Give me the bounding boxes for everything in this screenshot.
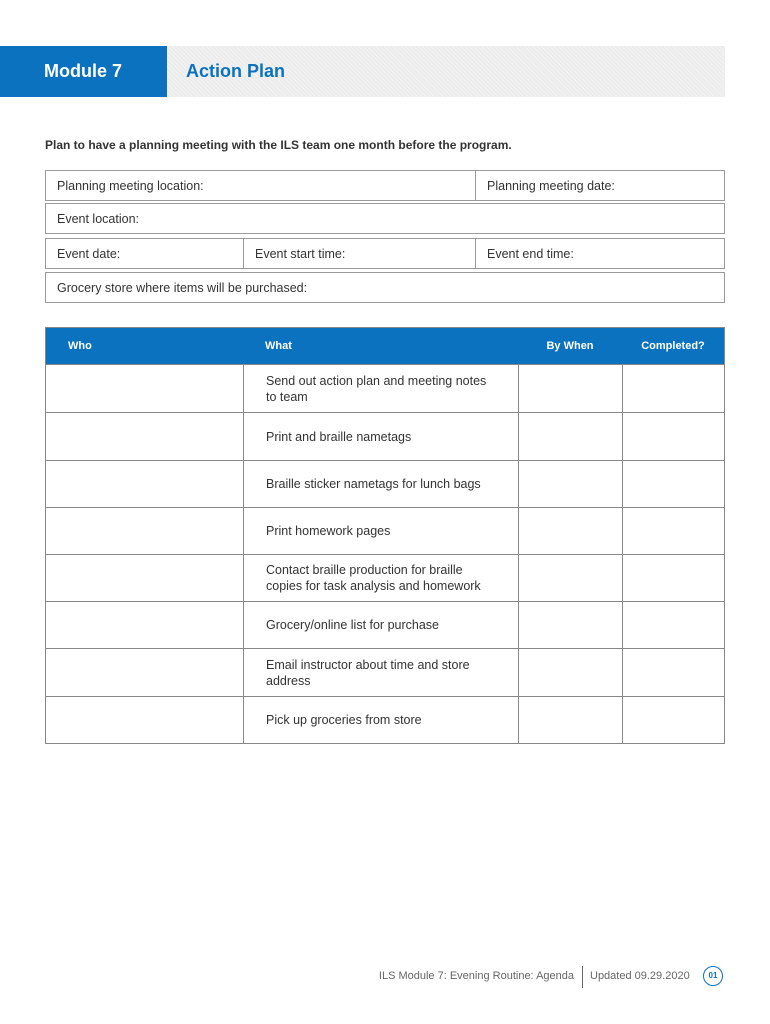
page-number-badge: 01 [703,966,723,986]
what-cell: Grocery/online list for purchase [243,602,518,648]
footer-doc-title: ILS Module 7: Evening Routine: Agenda [378,970,574,982]
event-date-field[interactable] [45,238,244,269]
footer-divider [582,966,583,988]
who-cell[interactable] [46,508,243,554]
by-when-cell[interactable] [518,365,622,412]
table-row [46,364,724,412]
table-row [46,554,724,601]
what-cell: Email instructor about time and store address [243,649,518,696]
completed-cell[interactable] [622,602,724,648]
who-cell[interactable] [46,365,243,412]
completed-cell[interactable] [622,649,724,696]
completed-cell[interactable] [622,365,724,412]
column-header-what: What [265,340,292,352]
event-location-label: Event location: [57,212,139,226]
who-cell[interactable] [46,602,243,648]
completed-cell[interactable] [622,508,724,554]
table-header [46,328,724,364]
what-cell: Pick up groceries from store [243,697,518,743]
completed-cell[interactable] [622,413,724,460]
who-cell[interactable] [46,461,243,507]
event-date-label: Event date: [57,247,121,261]
action-plan-table [45,327,725,744]
page-title: Action Plan [167,46,725,97]
what-cell: Print and braille nametags [243,413,518,460]
who-cell[interactable] [46,649,243,696]
module-label: Module 7 [0,46,167,97]
what-cell: Print homework pages [243,508,518,554]
column-header-completed: Completed? [641,340,705,352]
completed-cell[interactable] [622,461,724,507]
planning-date-label: Planning meeting date: [487,179,615,193]
what-cell: Braille sticker nametags for lunch bags [243,461,518,507]
who-cell[interactable] [46,555,243,601]
table-row [46,507,724,554]
grocery-store-label: Grocery store where items will be purchased: [57,281,308,295]
event-start-field[interactable] [243,238,476,269]
by-when-cell[interactable] [518,413,622,460]
grocery-store-field[interactable] [45,272,725,303]
table-row [46,648,724,696]
completed-cell[interactable] [622,555,724,601]
by-when-cell[interactable] [518,508,622,554]
who-cell[interactable] [46,697,243,743]
event-start-label: Event start time: [255,247,346,261]
column-header-by-when: By When [546,340,594,352]
who-cell[interactable] [46,413,243,460]
event-location-field[interactable] [45,203,725,234]
by-when-cell[interactable] [518,555,622,601]
by-when-cell[interactable] [518,461,622,507]
table-row [46,460,724,507]
table-row [46,696,724,743]
event-end-field[interactable] [475,238,725,269]
page-header [0,46,725,97]
what-cell: Contact braille production for braille copies for task analysis and homework [243,555,518,601]
page-footer [0,966,770,990]
what-cell: Send out action plan and meeting notes to team [243,365,518,412]
planning-date-field[interactable] [475,170,725,201]
table-row [46,601,724,648]
table-row [46,412,724,460]
by-when-cell[interactable] [518,649,622,696]
planning-location-field[interactable] [45,170,476,201]
event-end-label: Event end time: [487,247,574,261]
intro-text: Plan to have a planning meeting with the ILS team one month before the program. [45,138,512,152]
completed-cell[interactable] [622,697,724,743]
column-header-who: Who [68,340,92,352]
planning-location-label: Planning meeting location: [57,179,204,193]
by-when-cell[interactable] [518,697,622,743]
by-when-cell[interactable] [518,602,622,648]
footer-updated-date: Updated 09.29.2020 [590,970,690,982]
